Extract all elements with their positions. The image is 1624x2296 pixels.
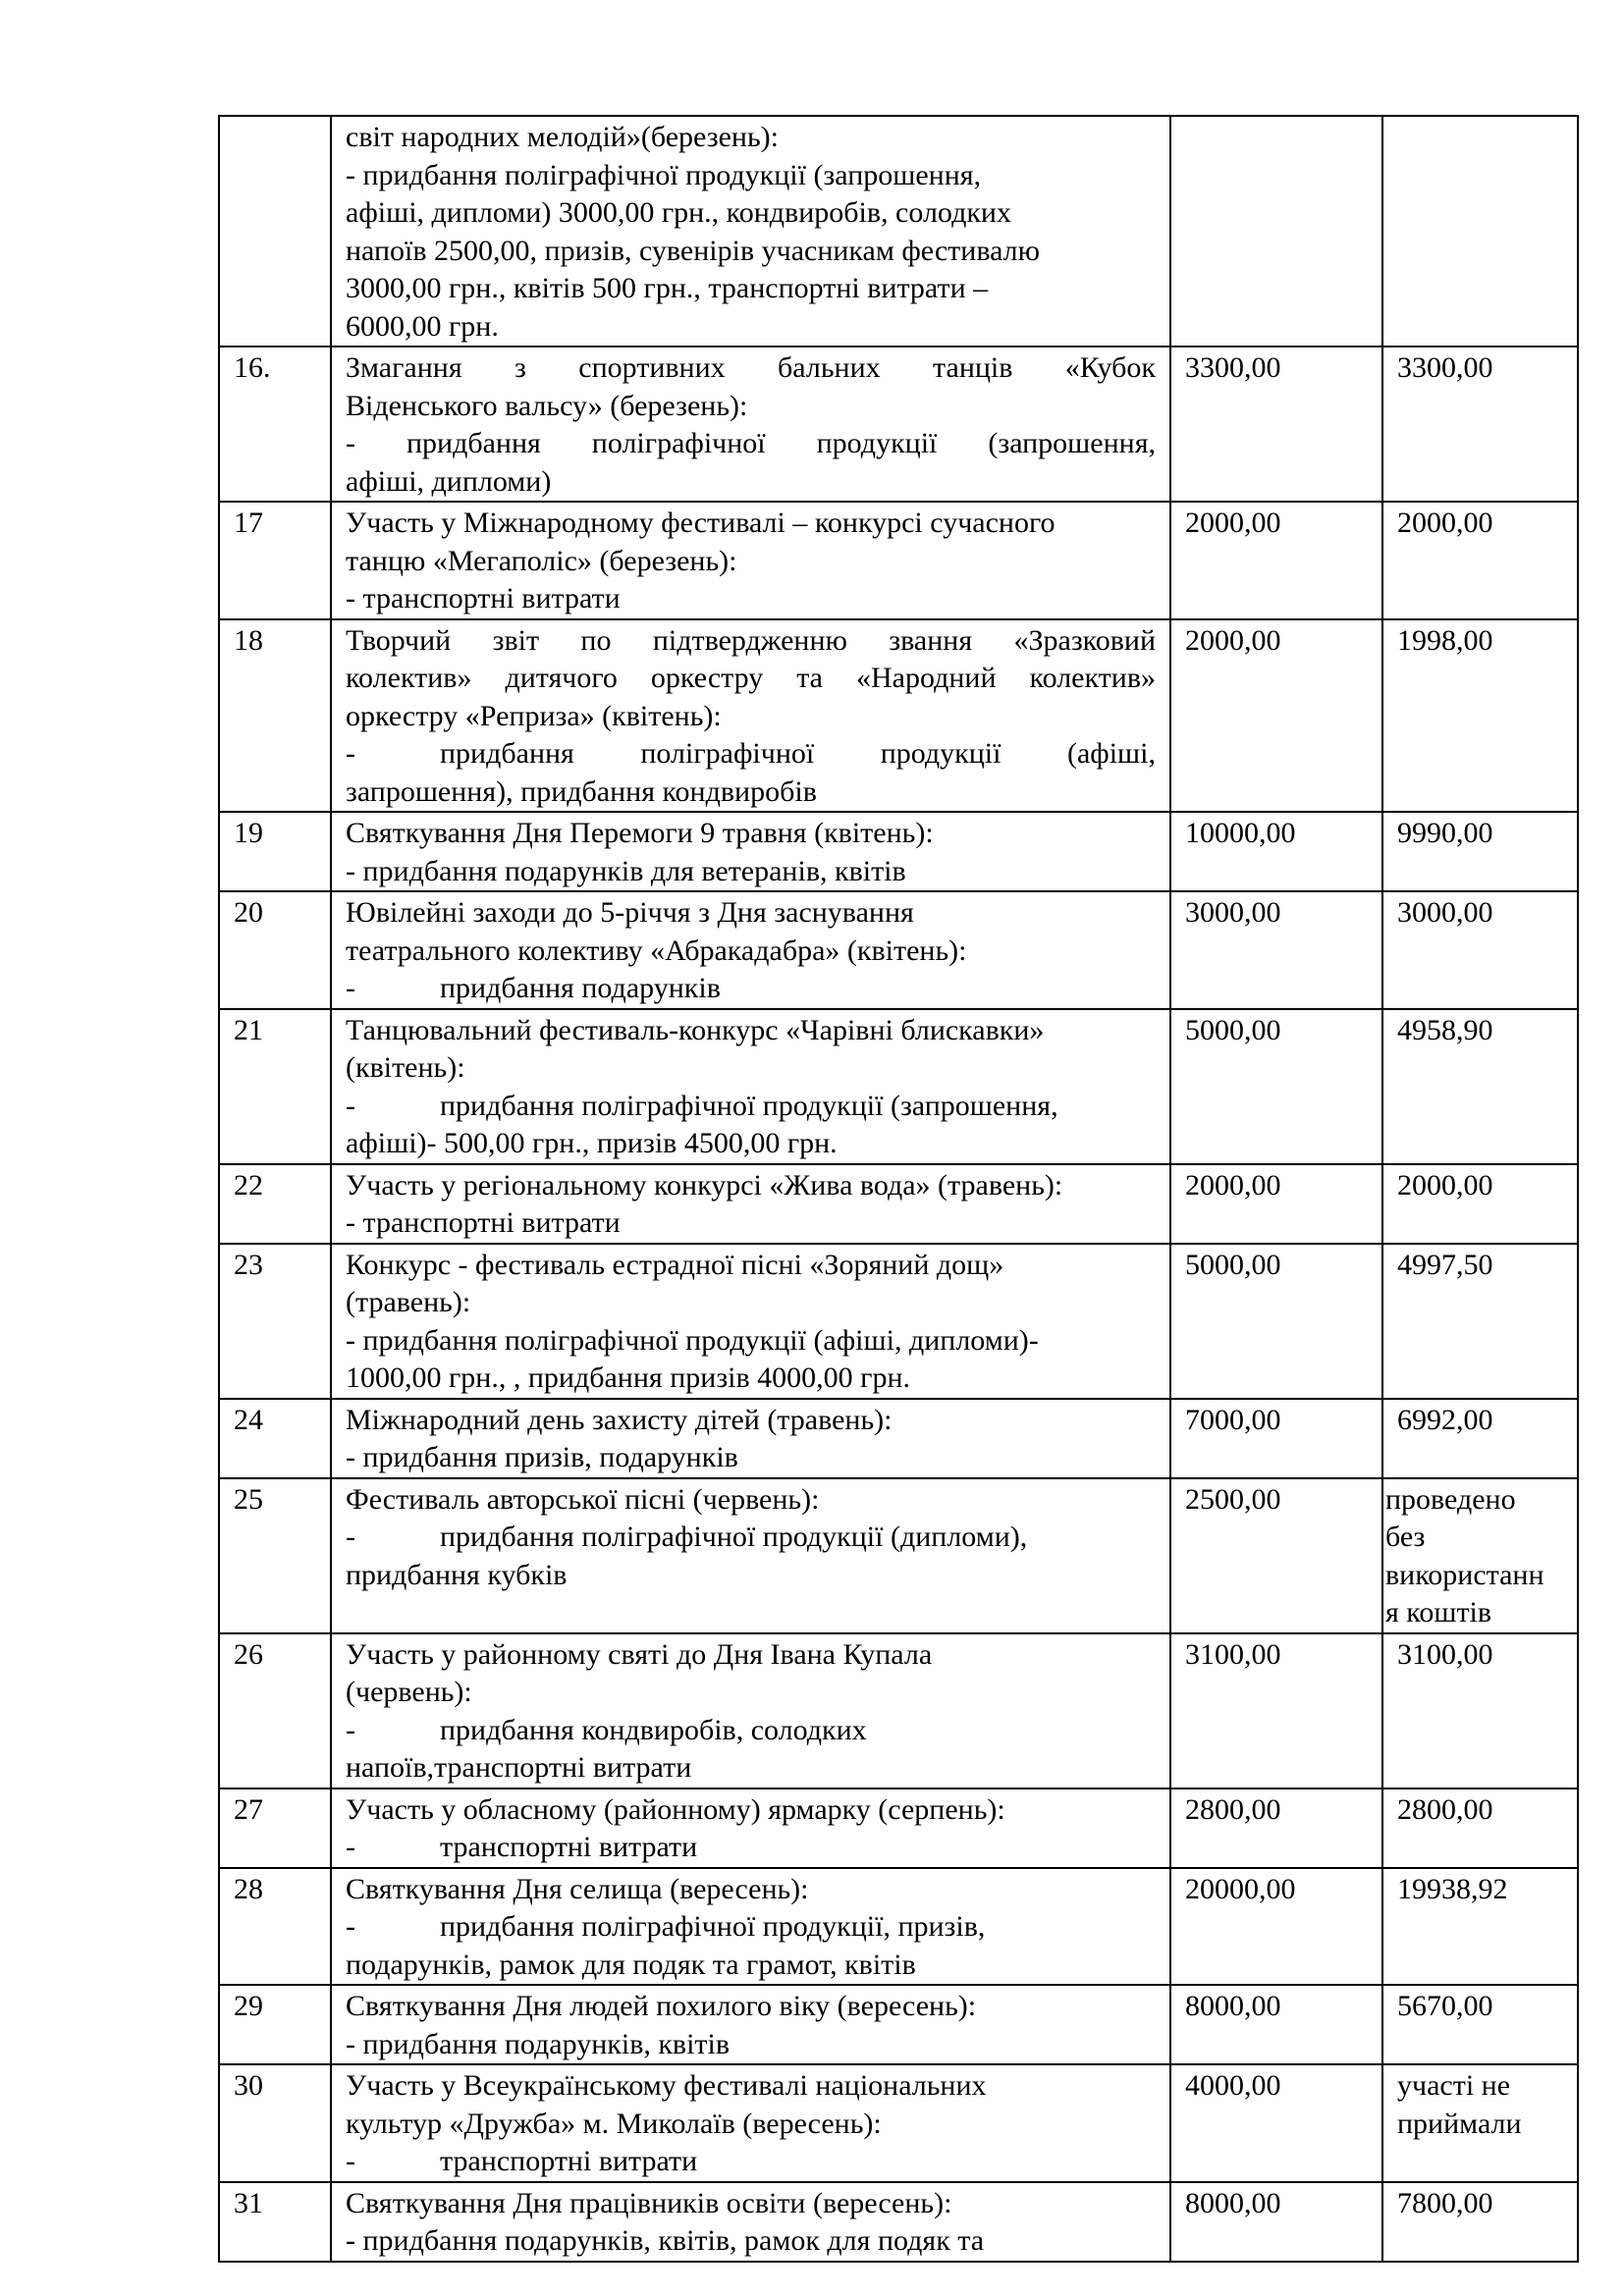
description-line: афіші)- 500,00 грн., призів 4500,00 грн. [346, 1127, 838, 1159]
description-line: Святкування Дня працівників освіти (вересень): [346, 2186, 952, 2219]
event-description [331, 1985, 1170, 2064]
events-budget-table [218, 115, 1579, 2263]
actual-amount [1382, 2064, 1578, 2182]
actual-note-line: використанн [1385, 1558, 1544, 1591]
row-number: 21 [219, 1009, 331, 1164]
planned-amount: 20000,00 [1170, 1868, 1382, 1986]
description-line: подарунків, рамок для подяк та грамот, квітів [346, 1948, 916, 1981]
event-description [331, 1164, 1170, 1244]
description-line: (червень): [346, 1676, 472, 1708]
row-number: 19 [219, 812, 331, 891]
actual-amount [1382, 1478, 1578, 1633]
actual-amount: 4958,90 [1382, 1009, 1578, 1164]
row-number: 28 [219, 1868, 331, 1986]
table-row [219, 1244, 1578, 1399]
planned-amount: 2800,00 [1170, 1789, 1382, 1868]
description-line: придбання кубків [346, 1558, 568, 1591]
planned-amount: 2000,00 [1170, 502, 1382, 619]
description-line: (квітень): [346, 1051, 465, 1084]
description-line: - транспортні витрати [346, 1206, 621, 1239]
table-body [219, 116, 1578, 2262]
description-line: - придбання поліграфічної продукції (запрошення, [346, 1089, 1058, 1122]
description-line: 1000,00 грн., , придбання призів 4000,00 грн. [346, 1362, 911, 1394]
row-number: 16. [219, 347, 331, 502]
table-row [219, 1009, 1578, 1164]
description-line: танцю «Мегаполіс» (березень): [346, 544, 737, 577]
actual-amount: 3000,00 [1382, 891, 1578, 1009]
actual-note-line: участі не [1397, 2069, 1511, 2102]
description-line: напоїв,транспортні витрати [346, 1751, 692, 1784]
description-line: Змагання з спортивних бальних танців «Кубок [346, 351, 1156, 384]
planned-amount: 7000,00 [1170, 1399, 1382, 1478]
row-number: 26 [219, 1633, 331, 1789]
event-description [331, 1478, 1170, 1633]
event-description [331, 347, 1170, 502]
table-row [219, 1789, 1578, 1868]
description-line: Участь у Міжнародному фестивалі – конкурсі сучасного [346, 507, 1056, 539]
description-line: - придбання поліграфічної продукції, призів, [346, 1910, 986, 1943]
planned-amount: 4000,00 [1170, 2064, 1382, 2182]
row-number: 23 [219, 1244, 331, 1399]
description-line: Святкування Дня Перемоги 9 травня (квітень): [346, 817, 934, 849]
row-number: 30 [219, 2064, 331, 2182]
actual-amount: 2800,00 [1382, 1789, 1578, 1868]
description-line: запрошення), придбання кондвиробів [346, 774, 817, 808]
planned-amount: 3300,00 [1170, 347, 1382, 502]
description-line: оркестру «Реприза» (квітень): [346, 699, 722, 732]
row-number: 29 [219, 1985, 331, 2064]
description-line: - транспортні витрати [346, 2145, 698, 2177]
description-line: - придбання подарунків, квітів, рамок для подяк та [346, 2224, 985, 2257]
actual-amount: 6992,00 [1382, 1399, 1578, 1478]
actual-amount: 9990,00 [1382, 812, 1578, 891]
actual-amount [1382, 116, 1578, 347]
description-line: Танцювальний фестиваль-конкурс «Чарівні блискавки» [346, 1013, 1045, 1046]
description-line: Ювілейні заходи до 5-річчя з Дня заснування [346, 896, 914, 929]
event-description [331, 2182, 1170, 2262]
table-row [219, 812, 1578, 891]
description-line: афіші, дипломи) 3000,00 грн., кондвиробів, солодких [346, 196, 1011, 229]
event-description [331, 891, 1170, 1009]
description-line: - придбання поліграфічної продукції (запрошення, [346, 427, 1156, 459]
planned-amount: 8000,00 [1170, 2182, 1382, 2262]
row-number [219, 116, 331, 347]
event-description [331, 1399, 1170, 1478]
description-line: культур «Дружба» м. Миколаїв (вересень): [346, 2107, 882, 2140]
event-description [331, 2064, 1170, 2182]
event-description [331, 1009, 1170, 1164]
description-line: Фестиваль авторської пісні (червень): [346, 1482, 820, 1516]
table-row [219, 2064, 1578, 2182]
row-number: 22 [219, 1164, 331, 1244]
table-row [219, 1633, 1578, 1789]
event-description [331, 619, 1170, 813]
table-row [219, 1985, 1578, 2064]
actual-note-line: без [1385, 1521, 1426, 1553]
row-number: 17 [219, 502, 331, 619]
row-number: 25 [219, 1478, 331, 1633]
table-row [219, 2182, 1578, 2262]
description-line: Міжнародний день захисту дітей (травень): [346, 1403, 893, 1436]
description-line: Конкурс - фестиваль естрадної пісні «Зоряний дощ» [346, 1248, 1004, 1281]
description-line: театрального колективу «Абракадабра» (квітень): [346, 934, 967, 967]
planned-amount: 2500,00 [1170, 1478, 1382, 1633]
description-line: Участь у регіональному конкурсі «Жива вода» (травень): [346, 1168, 1063, 1201]
event-description [331, 1244, 1170, 1399]
event-description [331, 1868, 1170, 1986]
description-line: афіші, дипломи) [346, 464, 552, 498]
description-line: - придбання призів, подарунків [346, 1441, 738, 1473]
description-line: напоїв 2500,00, призів, сувенірів учасникам фестивалю [346, 234, 1041, 267]
description-line: Творчий звіт по підтвердженню звання «Зразковий [346, 623, 1156, 657]
actual-amount: 4997,50 [1382, 1244, 1578, 1399]
table-row [219, 1399, 1578, 1478]
event-description [331, 1789, 1170, 1868]
description-line: - придбання подарунків [346, 972, 721, 1004]
planned-amount: 5000,00 [1170, 1244, 1382, 1399]
description-line: Участь у районному святі до Дня Івана Купала [346, 1637, 933, 1671]
event-description [331, 1633, 1170, 1789]
table-row [219, 1478, 1578, 1633]
event-description [331, 812, 1170, 891]
actual-note-line: проведено [1385, 1482, 1516, 1516]
planned-amount: 5000,00 [1170, 1009, 1382, 1164]
table-row [219, 502, 1578, 619]
planned-amount: 8000,00 [1170, 1985, 1382, 2064]
table-row [219, 1164, 1578, 1244]
event-description [331, 502, 1170, 619]
description-line: 3000,00 грн., квітів 500 грн., транспортні витрати – [346, 272, 989, 304]
table-row [219, 116, 1578, 347]
description-line: світ народних мелодій»(березень): [346, 121, 779, 153]
actual-amount: 19938,92 [1382, 1868, 1578, 1986]
description-line: Святкування Дня селища (вересень): [346, 1872, 809, 1905]
table-row [219, 1868, 1578, 1986]
planned-amount: 2000,00 [1170, 1164, 1382, 1244]
planned-amount: 3100,00 [1170, 1633, 1382, 1789]
actual-note-line: приймали [1397, 2107, 1522, 2140]
description-line: - придбання поліграфічної продукції (запрошення, [346, 158, 982, 191]
description-line: Святкування Дня людей похилого віку (вересень): [346, 1990, 977, 2022]
table-row [219, 619, 1578, 813]
planned-amount: 2000,00 [1170, 619, 1382, 813]
description-line: колектив» дитячого оркестру та «Народний колектив» [346, 662, 1156, 694]
description-line: - придбання кондвиробів, солодких [346, 1713, 867, 1746]
actual-amount: 7800,00 [1382, 2182, 1578, 2262]
description-line: Участь у Всеукраїнському фестивалі національних [346, 2069, 987, 2102]
row-number: 24 [219, 1399, 331, 1478]
description-line: - придбання поліграфічної продукції (афіші, дипломи)- [346, 1323, 1039, 1357]
actual-amount: 2000,00 [1382, 1164, 1578, 1244]
planned-amount: 3000,00 [1170, 891, 1382, 1009]
table-row [219, 347, 1578, 502]
planned-amount [1170, 116, 1382, 347]
row-number: 31 [219, 2182, 331, 2262]
actual-amount: 3100,00 [1382, 1633, 1578, 1789]
planned-amount: 10000,00 [1170, 812, 1382, 891]
actual-amount: 5670,00 [1382, 1985, 1578, 2064]
row-number: 27 [219, 1789, 331, 1868]
description-line: - придбання поліграфічної продукції (дипломи), [346, 1521, 1028, 1553]
description-line: - придбання поліграфічної продукції (афіші, [346, 737, 1156, 770]
table-row [219, 891, 1578, 1009]
actual-note-line: я коштів [1385, 1596, 1492, 1629]
event-description [331, 116, 1170, 347]
description-line: - транспортні витрати [346, 582, 621, 614]
description-line: (травень): [346, 1286, 471, 1318]
description-line: - транспортні витрати [346, 1831, 698, 1863]
description-line: - придбання подарунків для ветеранів, квітів [346, 854, 906, 887]
row-number: 18 [219, 619, 331, 813]
description-line: 6000,00 грн. [346, 309, 499, 343]
description-line: Віденського вальсу» (березень): [346, 389, 748, 422]
description-line: Участь у обласному (районному) ярмарку (серпень): [346, 1792, 1005, 1826]
actual-amount: 3300,00 [1382, 347, 1578, 502]
actual-amount: 1998,00 [1382, 619, 1578, 813]
description-line: - придбання подарунків, квітів [346, 2027, 731, 2060]
row-number: 20 [219, 891, 331, 1009]
actual-amount: 2000,00 [1382, 502, 1578, 619]
